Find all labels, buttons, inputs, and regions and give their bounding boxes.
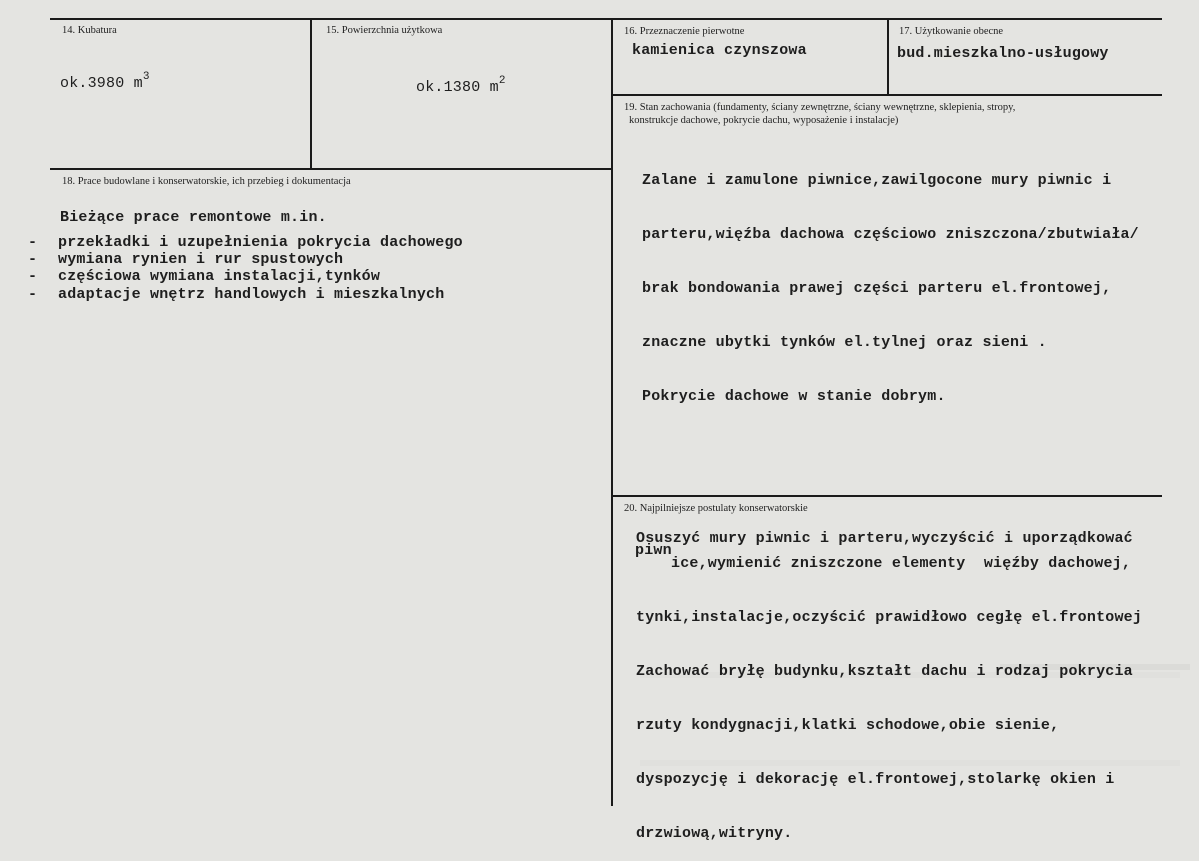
field-20-line: ice,wymienić zniszczone elementy więźby dachowej, <box>671 555 1132 572</box>
field-20-line2-prefix: piwn <box>635 542 672 559</box>
field-17-value: bud.mieszkalno-usługowy <box>897 45 1109 62</box>
field-20-line: rzuty kondygnacji,klatki schodowe,obie sienie, <box>636 717 1060 734</box>
field-19-line: Zalane i zamulone piwnice,zawilgocone mury piwnic i <box>642 172 1112 189</box>
field-18-item: adaptacje wnętrz handlowych i mieszkalnych <box>58 286 445 303</box>
field-18-item: wymiana rynien i rur spustowych <box>58 251 344 268</box>
field-18-item: częściowa wymiana instalacji,tynków <box>58 268 381 285</box>
list-bullet: - <box>28 286 38 303</box>
field-20-line: Zachować bryłę budynku,kształt dachu i rodzaj pokrycia <box>636 663 1133 680</box>
field-19-line: brak bondowania prawej części parteru el.frontowej, <box>642 280 1112 297</box>
col-divider-14-15 <box>310 18 312 169</box>
field-15-number: ok.1380 m <box>416 79 499 96</box>
field-14-unit-exponent: 3 <box>142 71 150 83</box>
top-border <box>50 18 1162 20</box>
list-bullet: - <box>28 251 38 268</box>
col-divider-main <box>611 18 613 806</box>
field-16-value: kamienica czynszowa <box>632 42 807 59</box>
col-divider-16-17 <box>887 18 889 96</box>
field-14-number: ok.3980 m <box>60 75 143 92</box>
field-19-text <box>642 136 1139 424</box>
list-bullet: - <box>28 234 38 251</box>
field-14-label: 14. Kubatura <box>62 25 117 36</box>
field-18-item: przekładki i uzupełnienia pokrycia dachowego <box>58 234 463 251</box>
field-15-unit-exponent: 2 <box>498 75 506 87</box>
row-divider-f20 <box>612 495 1162 497</box>
field-20-line: Osuszyć mury piwnic i parteru,wyczyścić i uporządkować <box>636 530 1133 547</box>
field-20-text <box>636 573 1142 861</box>
field-19-line: parteru,więźba dachowa częściowo zniszczona/zbutwiała/ <box>642 226 1139 243</box>
field-20-line: tynki,instalacje,oczyścić prawidłowo cegłę el.frontowej <box>636 609 1143 626</box>
field-19-label-line2: konstrukcje dachowe, pokrycie dachu, wyposażenie i instalacje) <box>629 115 899 126</box>
field-19-line: Pokrycie dachowe w stanie dobrym. <box>642 388 946 405</box>
field-18-label: 18. Prace budowlane i konserwatorskie, ich przebieg i dokumentacja <box>62 176 351 187</box>
field-20-label: 20. Najpilniejsze postulaty konserwatorskie <box>624 503 808 514</box>
field-20-line: dyspozycję i dekorację el.frontowej,stolarkę okien i <box>636 771 1115 788</box>
field-18-intro: Bieżące prace remontowe m.in. <box>60 209 327 226</box>
field-19-line: znaczne ubytki tynków el.tylnej oraz sieni . <box>642 334 1047 351</box>
field-16-label: 16. Przeznaczenie pierwotne <box>624 26 745 37</box>
field-15-value <box>416 72 506 97</box>
field-20-line: drzwiową,witryny. <box>636 825 793 842</box>
field-14-value <box>60 68 150 93</box>
field-19-label-line1: 19. Stan zachowania (fundamenty, ściany zewnętrzne, ściany wewnętrzne, sklepienia, stropy, <box>624 102 1016 113</box>
field-15-label: 15. Powierzchnia użytkowa <box>326 25 443 36</box>
list-bullet: - <box>28 268 38 285</box>
row-divider-left <box>50 168 613 170</box>
field-17-label: 17. Użytkowanie obecne <box>899 26 1004 37</box>
